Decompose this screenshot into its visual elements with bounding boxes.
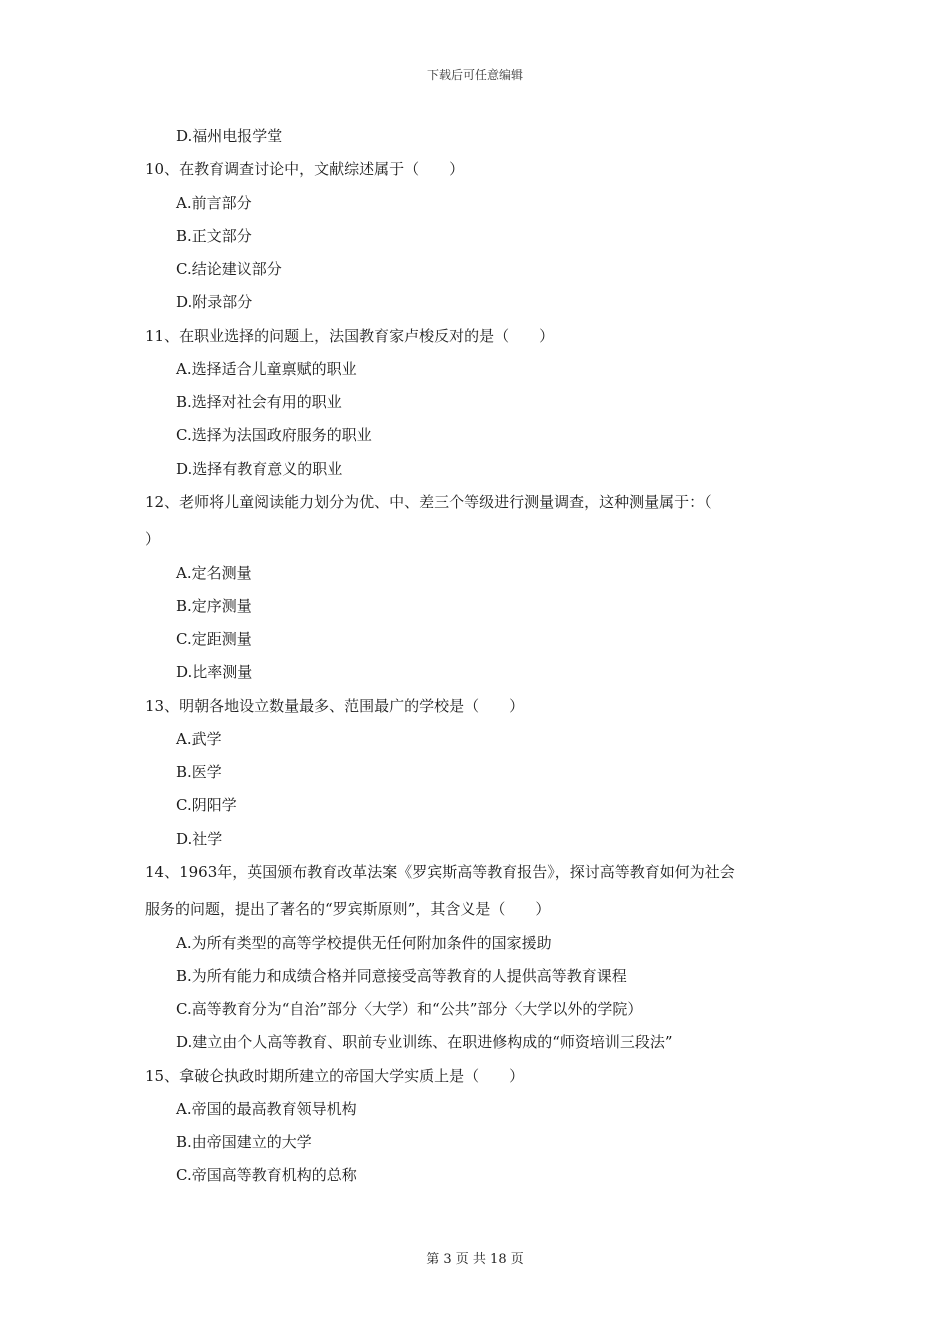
page-footer: 第 3 页 共 18 页 (426, 1252, 524, 1267)
answer-option: D.建立由个人高等教育、职前专业训练、在职进修构成的“师资培训三段法” (176, 1033, 673, 1051)
page-header: 下载后可任意编辑 (426, 68, 523, 82)
answer-option: A.定名测量 (176, 564, 252, 582)
answer-option: B.由帝国建立的大学 (176, 1133, 312, 1151)
question-text: 14、1963年，英国颁布教育改革法案《罗宾斯高等教育报告》，探讨高等教育如何为社会 (145, 863, 735, 881)
question-text: 服务的问题，提出了著名的“罗宾斯原则”，其含义是（ ） (145, 900, 551, 918)
question-text: 13、明朝各地设立数量最多、范围最广的学校是（ ） (145, 697, 525, 715)
answer-option: D.选择有教育意义的职业 (176, 460, 343, 478)
question-text: 15、拿破仑执政时期所建立的帝国大学实质上是（ ） (145, 1067, 525, 1085)
answer-option: B.正文部分 (176, 227, 252, 245)
answer-option: C.定距测量 (176, 630, 252, 648)
answer-option: B.医学 (176, 763, 222, 781)
answer-option: C.高等教育分为“自治”部分〈大学）和“公共”部分〈大学以外的学院） (176, 1000, 643, 1018)
question-text: ） (145, 530, 161, 548)
question-text: 10、在教育调查讨论中，文献综述属于（ ） (145, 160, 465, 178)
answer-option: D.附录部分 (176, 293, 253, 311)
answer-option: A.武学 (176, 730, 222, 748)
answer-option: C.帝国高等教育机构的总称 (176, 1166, 357, 1184)
answer-option: A.前言部分 (176, 194, 252, 212)
answer-option: D.社学 (176, 830, 223, 848)
question-text: 11、在职业选择的问题上，法国教育家卢梭反对的是（ ） (145, 327, 555, 345)
answer-option: C.选择为法国政府服务的职业 (176, 426, 372, 444)
answer-option: B.定序测量 (176, 597, 252, 615)
question-text: 12、老师将儿童阅读能力划分为优、中、差三个等级进行测量调查，这种测量属于：（ (145, 493, 712, 511)
answer-option: D.福州电报学堂 (176, 127, 283, 145)
answer-option: B.选择对社会有用的职业 (176, 393, 342, 411)
answer-option: C.阴阳学 (176, 796, 237, 814)
answer-option: D.比率测量 (176, 663, 253, 681)
answer-option: B.为所有能力和成绩合格并同意接受高等教育的人提供高等教育课程 (176, 967, 627, 985)
answer-option: A.为所有类型的高等学校提供无任何附加条件的国家援助 (176, 934, 552, 952)
answer-option: A.选择适合儿童禀赋的职业 (176, 360, 357, 378)
answer-option: A.帝国的最高教育领导机构 (176, 1100, 357, 1118)
answer-option: C.结论建议部分 (176, 260, 282, 278)
